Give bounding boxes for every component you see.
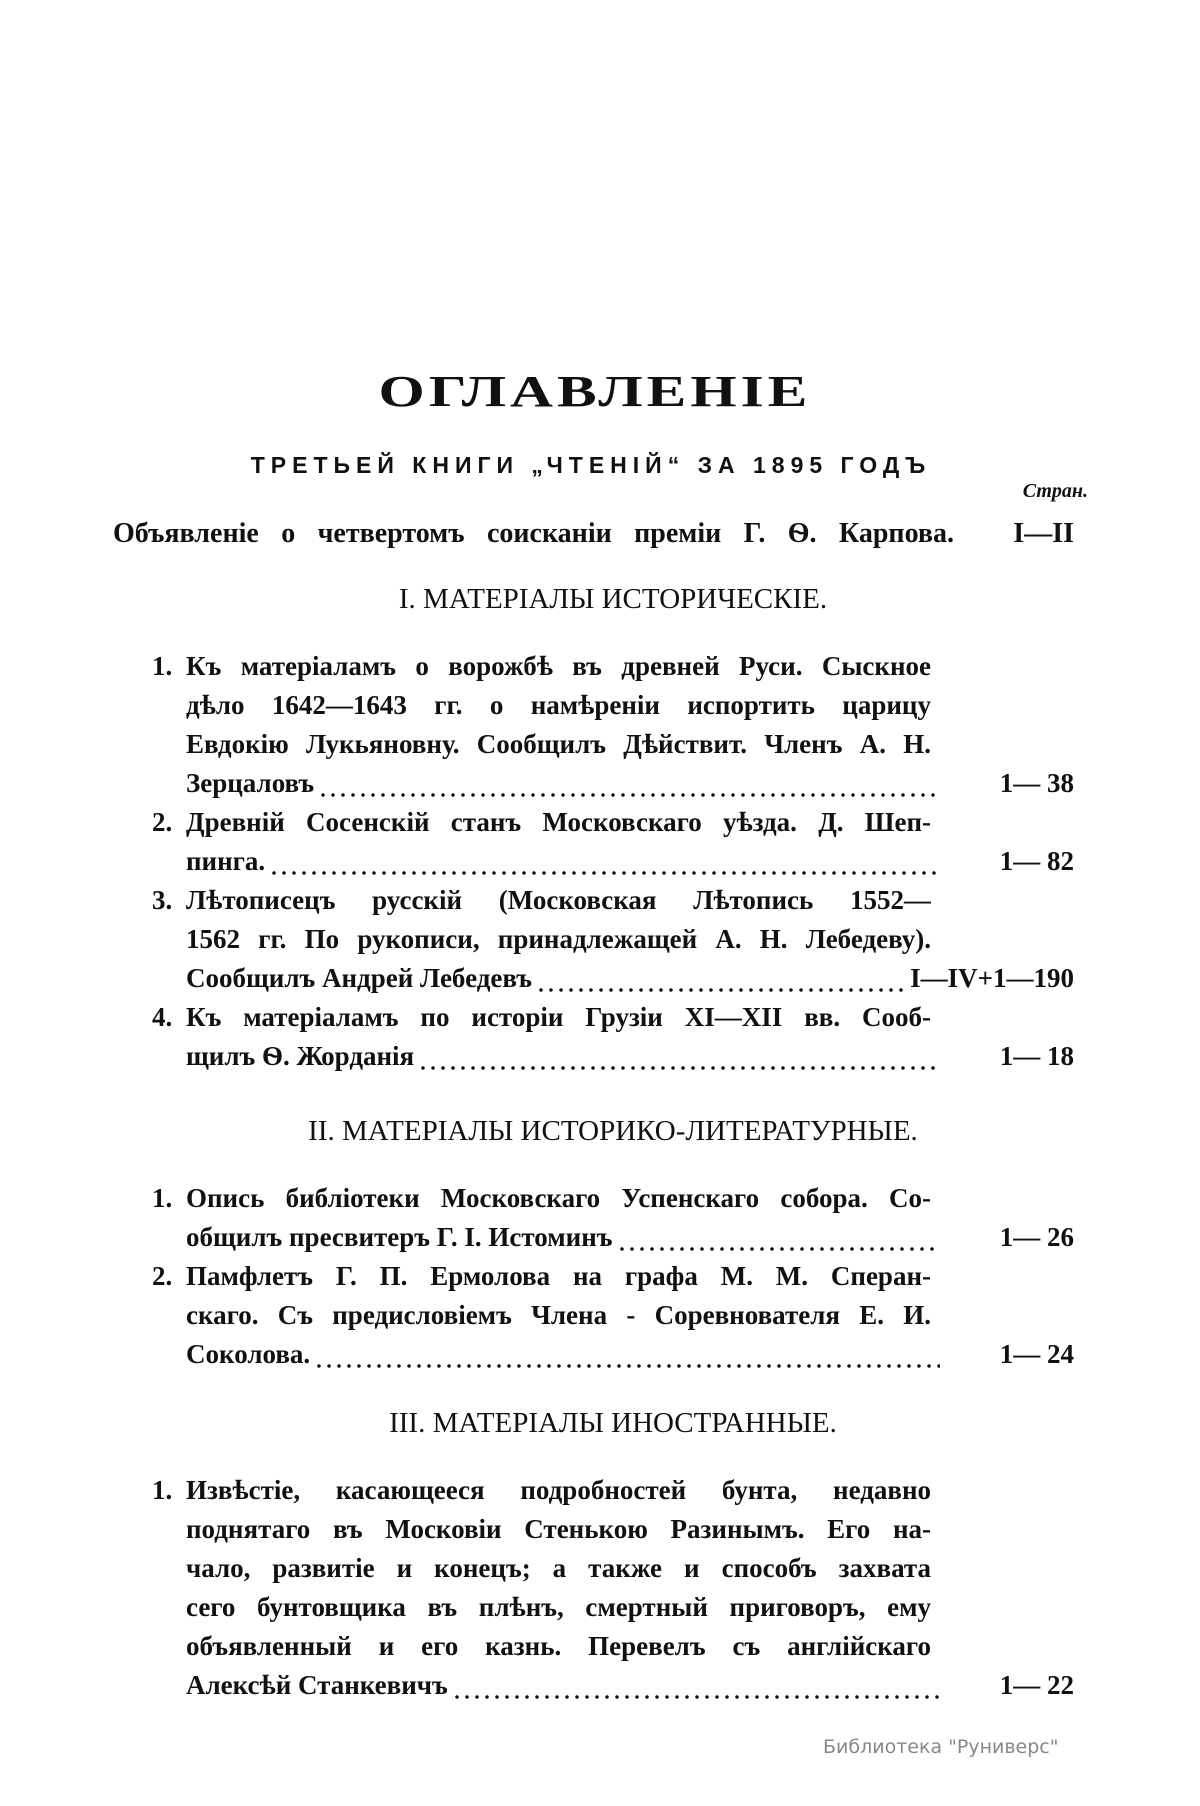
toc-entry-line bbox=[152, 725, 1074, 764]
toc-entry-line bbox=[152, 1510, 1074, 1549]
entry-pages: 1— 82 bbox=[999, 846, 1074, 876]
entry-pages: I—IV+1—190 bbox=[910, 963, 1074, 993]
entry-text: Сообщилъ Андрей Лебедевъ bbox=[186, 963, 532, 993]
entry-text: Извѣстіе, касающееся подробностей бунта, недавно bbox=[186, 1475, 931, 1505]
toc-entry-line bbox=[152, 1471, 1074, 1510]
dot-leader bbox=[617, 1218, 940, 1257]
entry-number: 4. bbox=[152, 1002, 173, 1032]
dot-leader bbox=[418, 1037, 940, 1076]
entry-pages: 1— 24 bbox=[999, 1339, 1074, 1369]
toc-entry-line bbox=[152, 998, 1074, 1037]
entry-text: общилъ пресвитеръ Г. I. Истоминъ bbox=[186, 1222, 613, 1252]
entry-leader bbox=[186, 764, 1074, 803]
dot-leader bbox=[452, 1666, 940, 1705]
entry-text: Къ матеріаламъ по исторіи Грузіи XI—XII вв. Сооб- bbox=[186, 1002, 931, 1032]
entry-text: Соколова. bbox=[186, 1339, 311, 1369]
entry-text: объявленный и его казнь. Перевелъ съ англійскаго bbox=[186, 1631, 931, 1661]
entry-number: 1. bbox=[152, 651, 173, 681]
entry-pages: 1— 26 bbox=[999, 1222, 1074, 1252]
entry-text: Алексѣй Станкевичъ bbox=[186, 1670, 448, 1700]
toc-section bbox=[152, 1112, 1074, 1374]
entry-leader bbox=[186, 959, 1074, 998]
entry-text: чало, развитіе и конецъ; а также и способъ захвата bbox=[186, 1553, 931, 1583]
entry-number: 2. bbox=[152, 1261, 173, 1291]
entry-text: Древній Сосенскій станъ Московскаго уѣзда. Д. Шеп- bbox=[186, 807, 931, 837]
toc-entry-last-line bbox=[152, 1335, 1074, 1374]
toc-entry-line bbox=[152, 920, 1074, 959]
entry-text: дѣло 1642—1643 гг. о намѣреніи испортить царицу bbox=[186, 690, 931, 720]
dot-leader bbox=[269, 842, 940, 881]
entry-text: Зерцаловъ bbox=[186, 768, 315, 798]
toc-entry-line bbox=[152, 1257, 1074, 1296]
section-heading: I. МАТЕРІАЛЫ ИСТОРИЧЕСКІЕ. bbox=[398, 583, 828, 615]
toc-entry-line bbox=[152, 1296, 1074, 1335]
page-title: ОГЛАВЛЕНІЕ bbox=[378, 367, 812, 416]
entry-pages: 1— 18 bbox=[999, 1041, 1074, 1071]
toc-entry-line bbox=[152, 1627, 1074, 1666]
toc-section bbox=[152, 580, 1074, 1076]
announcement-text: Объявленіе о четвертомъ соисканіи преміи Г. Ѳ. Карпова. bbox=[113, 518, 954, 549]
toc-entry-last-line bbox=[152, 1037, 1074, 1076]
toc-entry-line bbox=[152, 1588, 1074, 1627]
entry-text: Опись библіотеки Московскаго Успенскаго собора. Со- bbox=[186, 1183, 931, 1213]
entry-text: щилъ Ѳ. Жорданія bbox=[186, 1041, 415, 1071]
toc-entry-last-line bbox=[152, 1218, 1074, 1257]
entry-pages: 1— 38 bbox=[999, 768, 1074, 798]
toc-entry-line bbox=[152, 686, 1074, 725]
entry-number: 2. bbox=[152, 807, 173, 837]
toc-entry-line bbox=[152, 1179, 1074, 1218]
entry-text: 1562 гг. По рукописи, принадлежащей А. Н. Лебедеву). bbox=[186, 924, 931, 954]
entry-number: 1. bbox=[152, 1183, 173, 1213]
entry-text: Евдокію Лукьяновну. Сообщилъ Дѣйствит. Членъ А. Н. bbox=[186, 729, 931, 759]
entry-leader bbox=[186, 1666, 1074, 1705]
dot-leader bbox=[536, 959, 906, 998]
dot-leader bbox=[318, 764, 940, 803]
section-heading: III. МАТЕРІАЛЫ ИНОСТРАННЫЕ. bbox=[389, 1407, 837, 1439]
entry-text: поднятаго въ Московіи Стенькою Разинымъ. Его на- bbox=[186, 1514, 931, 1544]
announcement-entry bbox=[113, 514, 1074, 553]
entry-text: Лѣтописецъ русскій (Московская Лѣтопись 1552— bbox=[186, 885, 931, 915]
toc-entry-line bbox=[152, 881, 1074, 920]
toc-entry-last-line bbox=[152, 842, 1074, 881]
entry-leader bbox=[186, 1037, 1074, 1076]
entry-pages: 1— 22 bbox=[999, 1670, 1074, 1700]
entry-text: сего бунтовщика въ плѣнъ, смертный приговоръ, ему bbox=[186, 1592, 931, 1622]
toc-entry-last-line bbox=[152, 959, 1074, 998]
entry-text: скаго. Съ предисловіемъ Члена - Соревнователя Е. И. bbox=[186, 1300, 931, 1330]
entry-number: 1. bbox=[152, 1475, 173, 1505]
toc-section bbox=[152, 1404, 1074, 1705]
toc-entry-line bbox=[152, 647, 1074, 686]
library-watermark: Библиотека "Руниверс" bbox=[823, 1736, 1059, 1758]
section-heading: II. МАТЕРІАЛЫ ИСТОРИКО-ЛИТЕРАТУРНЫЕ. bbox=[308, 1115, 918, 1147]
toc-entry-line bbox=[152, 803, 1074, 842]
entry-leader bbox=[186, 1218, 1074, 1257]
dot-leader bbox=[314, 1335, 940, 1374]
announcement-pages: I—II bbox=[1013, 518, 1074, 549]
toc-entry-line bbox=[152, 1549, 1074, 1588]
page-subtitle: ТРЕТЬЕЙ КНИГИ „ЧТЕНІЙ“ ЗА 1895 ГОДЪ bbox=[250, 452, 932, 478]
entry-leader bbox=[186, 1335, 1074, 1374]
entry-text: Памфлетъ Г. П. Ермолова на графа М. М. Сперан- bbox=[186, 1261, 931, 1291]
toc-entry-last-line bbox=[152, 764, 1074, 803]
entry-text: пинга. bbox=[186, 846, 266, 876]
pages-column-header: Стран. bbox=[1022, 480, 1088, 502]
entry-leader bbox=[186, 842, 1074, 881]
toc-entry-last-line bbox=[152, 1666, 1074, 1705]
entry-text: Къ матеріаламъ о ворожбѣ въ древней Руси. Сыскное bbox=[186, 651, 931, 681]
entry-number: 3. bbox=[152, 885, 173, 915]
